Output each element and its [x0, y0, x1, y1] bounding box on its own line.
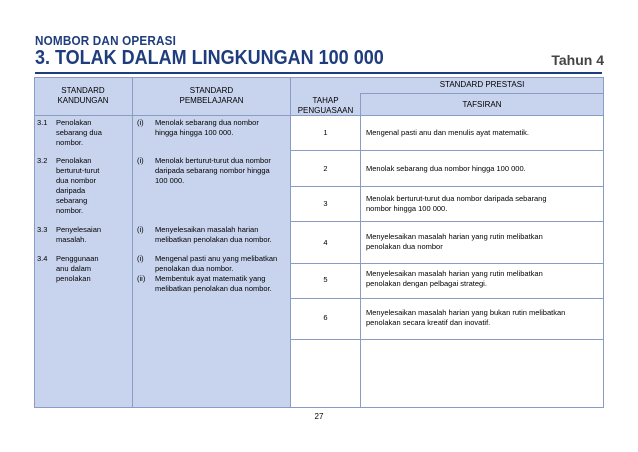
row-divider: [291, 186, 604, 187]
tafsiran-text: Menyelesaikan masalah harian yang bukan rutin melibatkan penolakan secara kreatif dan inovatif.: [366, 308, 566, 327]
prestasi-header: STANDARD PRESTASI: [439, 80, 525, 89]
tahap-level: 6: [323, 313, 328, 322]
tahap-level: 5: [323, 275, 328, 284]
tahap-level: 3: [323, 199, 328, 208]
row-divider: [291, 150, 604, 151]
row-divider: [291, 263, 604, 264]
pembelajaran-header: STANDARD PEMBELAJARAN: [179, 86, 244, 105]
row-divider: [291, 221, 604, 222]
column-divider: [132, 77, 133, 408]
tahap-header: TAHAP PENGUASAAN: [297, 96, 354, 115]
title-underline: [35, 72, 602, 74]
tafsiran-text: Menyelesaikan masalah harian yang rutin melibatkan penolakan dua nombor: [366, 232, 543, 251]
tafsiran-text: Menolak sebarang dua nombor hingga 100 000.: [366, 164, 526, 173]
column-divider: [360, 94, 361, 408]
tafsiran-text: Mengenal pasti anu dan menulis ayat matematik.: [366, 128, 530, 137]
tahap-level: 1: [323, 128, 328, 137]
page-title: 3. TOLAK DALAM LINGKUNGAN 100 000: [35, 47, 384, 69]
row-divider: [291, 298, 604, 299]
year-label: Tahun 4: [551, 52, 604, 68]
tafsiran-text: Menyelesaikan masalah harian yang rutin melibatkan penolakan dengan pelbagai strategi.: [366, 269, 543, 288]
row-divider: [291, 339, 604, 340]
topic-label: NOMBOR DAN OPERASI: [35, 33, 177, 48]
tafsiran-text: Menolak berturut-turut dua nombor daripada sebarang nombor hingga 100 000.: [366, 194, 547, 213]
tahap-level: 4: [323, 238, 328, 247]
tahap-level: 2: [323, 164, 328, 173]
page-number: 27: [314, 412, 324, 421]
tafsiran-header: TAFSIRAN: [462, 100, 502, 109]
header-divider: [360, 93, 604, 94]
kandungan-header: STANDARD KANDUNGAN: [57, 86, 109, 105]
